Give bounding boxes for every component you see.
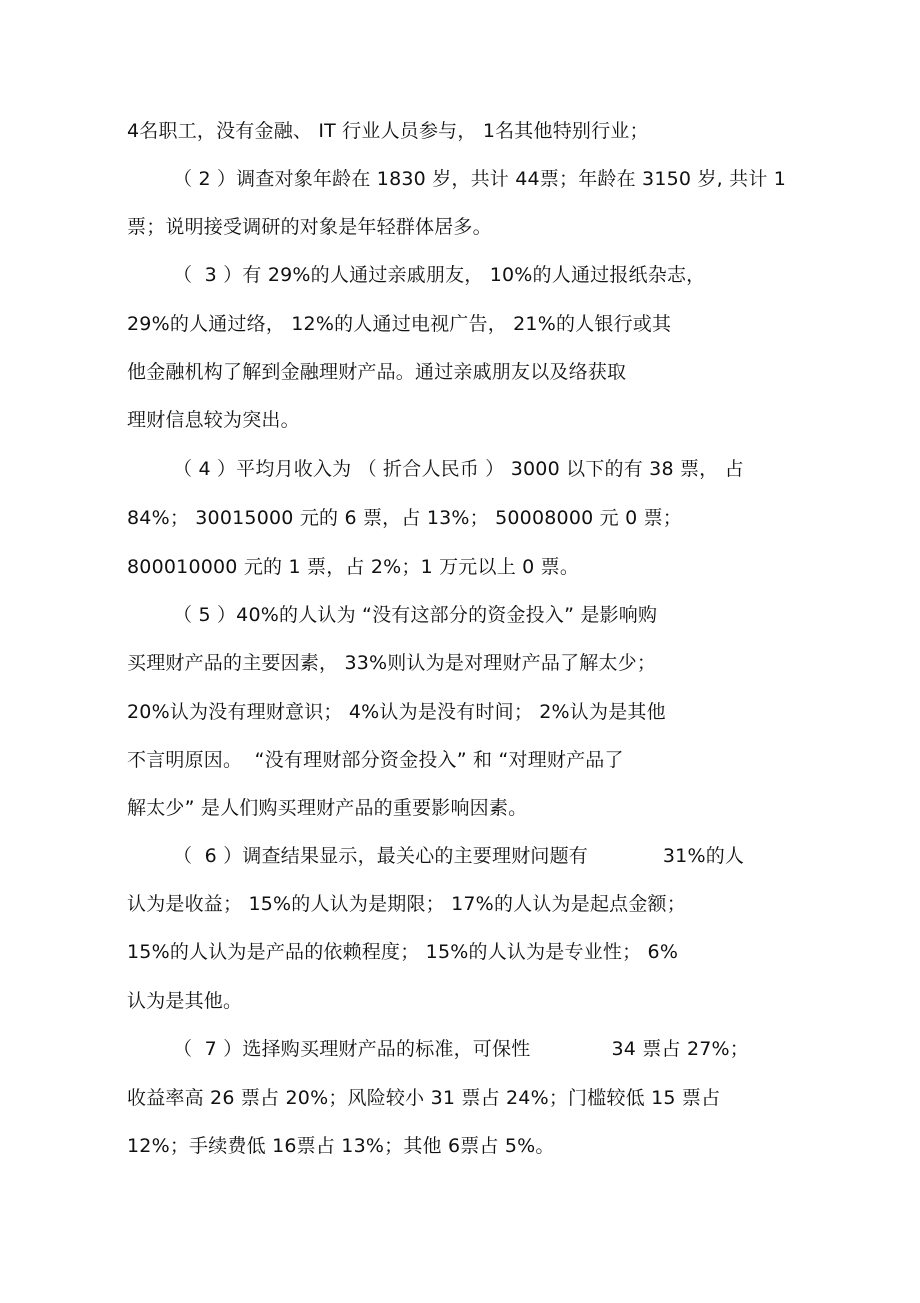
text-line: 20%认为没有理财意识； 4%认为是没有时间； 2%认为是其他: [127, 701, 666, 723]
text-line: 29%的人通过络， 12%的人通过电视广告， 21%的人银行或其: [127, 313, 672, 335]
text-line: 解太少” 是人们购买理财产品的重要影响因素。: [127, 797, 528, 819]
text-line: 认为是其他。: [127, 990, 243, 1012]
text-line: 买理财产品的主要因素， 33%则认为是对理财产品了解太少；: [127, 652, 657, 674]
text-line: 理财信息较为突出。: [127, 409, 300, 431]
text-line: （ 3 ）有 29%的人通过亲戚朋友， 10%的人通过报纸杂志，: [173, 264, 706, 286]
text-line: 84%； 30015000 元的 6 票，占 13%； 50008000 元 0 票；: [127, 507, 683, 529]
text-line: （ 7 ）选择购买理财产品的标准，可保性 34 票占 27%；: [173, 1038, 750, 1060]
text-line: （ 2 ）调查对象年龄在 1830 岁，共计 44票；年龄在 3150 岁, 共计 1: [173, 168, 787, 190]
text-line: 800010000 元的 1 票，占 2%；1 万元以上 0 票。: [127, 556, 580, 578]
text-line: 认为是收益； 15%的人认为是期限； 17%的人认为是起点金额；: [127, 893, 686, 915]
text-line: 4名职工，没有金融、 IT 行业人员参与， 1名其他特别行业；: [127, 120, 649, 142]
text-line: 票；说明接受调研的对象是年轻群体居多。: [127, 216, 492, 238]
text-line: （ 4 ）平均月收入为 （ 折合人民币 ） 3000 以下的有 38 票， 占: [173, 458, 744, 480]
text-line: 收益率高 26 票占 20%；风险较小 31 票占 24%；门槛较低 15 票占: [127, 1087, 721, 1109]
text-line: 不言明原因。 “没有理财部分资金投入” 和 “对理财产品了: [127, 749, 624, 771]
text-line: 他金融机构了解到金融理财产品。通过亲戚朋友以及络获取: [127, 361, 627, 383]
text-line: （ 6 ）调查结果显示，最关心的主要理财问题有 31%的人: [173, 845, 745, 867]
text-line: 15%的人认为是产品的依赖程度； 15%的人认为是专业性； 6%: [127, 941, 679, 963]
text-line: 12%；手续费低 16票占 13%；其他 6票占 5%。: [127, 1135, 555, 1157]
text-line: （ 5 ）40%的人认为 “没有这部分的资金投入” 是影响购: [173, 604, 658, 626]
